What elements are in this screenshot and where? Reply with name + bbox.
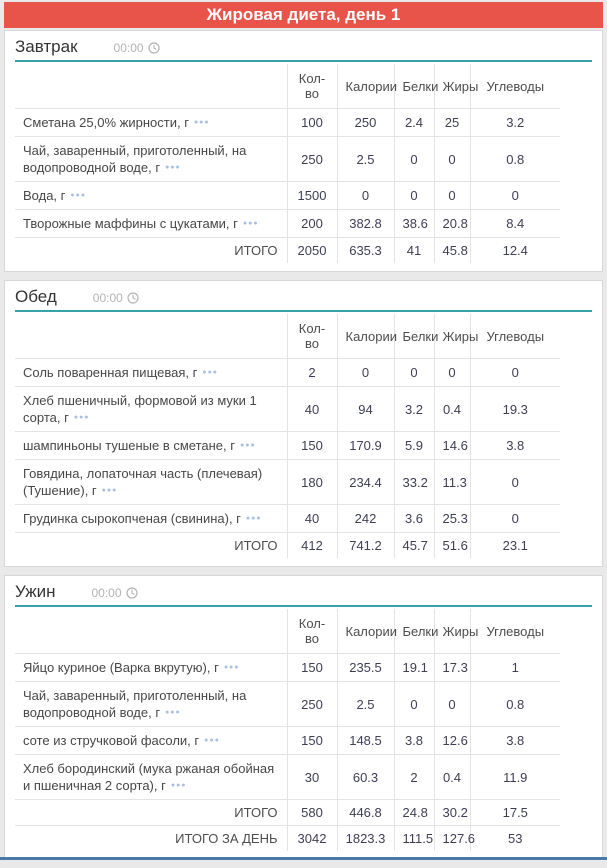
meal-header: [15, 582, 592, 607]
food-name: Соль поваренная пищевая, г: [23, 365, 198, 380]
row-menu-icon[interactable]: ●●●: [240, 442, 256, 449]
nutrient-value-cell: 180: [287, 460, 337, 505]
total-label: ИТОГО: [15, 533, 287, 559]
food-row: [15, 432, 560, 460]
food-row: [15, 210, 560, 238]
row-menu-icon[interactable]: ●●●: [245, 515, 262, 522]
meal-time-button[interactable]: [114, 41, 160, 55]
row-menu-icon[interactable]: ●●●: [223, 664, 240, 671]
food-row: [15, 460, 560, 505]
day-total-protein: 111.5: [394, 826, 434, 852]
food-row: [15, 387, 560, 432]
day-total-row: [15, 826, 560, 852]
nutrient-value-cell: 8.4: [470, 210, 560, 238]
nutrient-value-cell: 0: [470, 182, 560, 210]
nutrient-value-cell: 3.8: [394, 727, 434, 755]
nutrient-value-cell: 150: [287, 654, 337, 682]
food-row: [15, 359, 560, 387]
food-row: [15, 505, 560, 533]
nutrient-value-cell: 0.4: [434, 387, 470, 432]
clock-icon: [127, 292, 139, 304]
nutrient-value-cell: 14.6: [434, 432, 470, 460]
total-qty: 412: [287, 533, 337, 559]
nutrient-value-cell: 150: [287, 727, 337, 755]
nutrient-value-cell: 2.4: [394, 109, 434, 137]
food-name: Чай, заваренный, приготоленный, на водопроводной воде, г: [23, 143, 247, 175]
col-fat: Жиры: [434, 64, 470, 109]
total-carbs: 17.5: [470, 800, 560, 826]
clock-icon: [126, 587, 138, 599]
nutrient-value-cell: 11.3: [434, 460, 470, 505]
col-calories: Калории: [337, 314, 394, 359]
nutrient-value-cell: 60.3: [337, 755, 394, 800]
nutrient-value-cell: 0: [337, 182, 394, 210]
meal-header: [15, 287, 592, 312]
nutrient-value-cell: 0: [470, 505, 560, 533]
meal-card-lunch: [4, 280, 603, 567]
row-menu-icon[interactable]: ●●●: [73, 414, 90, 421]
total-calories: 635.3: [337, 238, 394, 264]
col-carbs: Углеводы: [470, 314, 560, 359]
meal-time-value: 00:00: [92, 291, 123, 305]
food-name-cell: [15, 359, 287, 387]
nutrient-value-cell: 234.4: [337, 460, 394, 505]
col-carbs: Углеводы: [470, 609, 560, 654]
meal-time-button[interactable]: [93, 291, 139, 305]
nutrient-value-cell: 242: [337, 505, 394, 533]
nutrient-value-cell: 38.6: [394, 210, 434, 238]
food-name-cell: [15, 505, 287, 533]
row-menu-icon[interactable]: ●●●: [193, 119, 210, 126]
total-protein: 45.7: [394, 533, 434, 559]
nutrient-value-cell: 40: [287, 505, 337, 533]
col-protein: Белки: [394, 609, 434, 654]
total-calories: 741.2: [337, 533, 394, 559]
nutrient-value-cell: 0: [434, 137, 470, 182]
nutrient-value-cell: 33.2: [394, 460, 434, 505]
total-label: ИТОГО: [15, 238, 287, 264]
food-name: Грудинка сырокопченая (свинина), г: [23, 511, 241, 526]
food-name: Хлеб пшеничный, формовой из муки 1 сорта, г: [23, 393, 257, 425]
nutrient-value-cell: 3.6: [394, 505, 434, 533]
food-name: Говядина, лопаточная часть (плечевая) (Тушение), г: [23, 466, 263, 498]
nutrient-value-cell: 250: [287, 137, 337, 182]
nutrient-value-cell: 0: [470, 460, 560, 505]
food-row: [15, 755, 560, 800]
total-protein: 24.8: [394, 800, 434, 826]
nutrient-value-cell: 3.2: [394, 387, 434, 432]
day-total-fat: 127.6: [434, 826, 470, 852]
col-qty: Кол-во: [287, 314, 337, 359]
nutrient-value-cell: 3.2: [470, 109, 560, 137]
nutrient-value-cell: 19.3: [470, 387, 560, 432]
total-carbs: 23.1: [470, 533, 560, 559]
food-table: [15, 314, 560, 558]
table-header-row: [15, 314, 560, 359]
col-fat: Жиры: [434, 609, 470, 654]
food-name: Творожные маффины с цукатами, г: [23, 216, 238, 231]
nutrient-value-cell: 0: [394, 182, 434, 210]
meal-total-row: [15, 533, 560, 559]
nutrient-value-cell: 1: [470, 654, 560, 682]
meal-time-button[interactable]: [92, 586, 138, 600]
row-menu-icon[interactable]: ●●●: [204, 737, 220, 744]
nutrient-value-cell: 250: [337, 109, 394, 137]
day-total-calories: 1823.3: [337, 826, 394, 852]
col-calories: Калории: [337, 609, 394, 654]
nutrient-value-cell: 150: [287, 432, 337, 460]
nutrient-value-cell: 100: [287, 109, 337, 137]
col-food: [15, 64, 287, 109]
day-total-carbs: 53: [470, 826, 560, 852]
nutrient-value-cell: 0: [394, 359, 434, 387]
food-row: [15, 137, 560, 182]
food-name: Хлеб бородинский (мука ржаная обойная и пшеничная 2 сорта), г: [23, 761, 275, 793]
total-calories: 446.8: [337, 800, 394, 826]
food-name: соте из стручковой фасоли, г: [23, 733, 200, 748]
food-name-cell: [15, 727, 287, 755]
nutrient-value-cell: 19.1: [394, 654, 434, 682]
food-name: Чай, заваренный, приготоленный, на водопроводной воде, г: [23, 688, 247, 720]
nutrient-value-cell: 0: [470, 359, 560, 387]
col-carbs: Углеводы: [470, 64, 560, 109]
col-protein: Белки: [394, 314, 434, 359]
nutrient-value-cell: 0.4: [434, 755, 470, 800]
meal-card-dinner: [4, 575, 603, 860]
col-qty: Кол-во: [287, 64, 337, 109]
nutrient-value-cell: 0.8: [470, 682, 560, 727]
food-name: шампиньоны тушеные в сметане, г: [23, 438, 236, 453]
nutrient-value-cell: 235.5: [337, 654, 394, 682]
nutrient-value-cell: 2.5: [337, 682, 394, 727]
day-total-label: ИТОГО ЗА ДЕНЬ: [15, 826, 287, 852]
nutrient-value-cell: 0: [434, 182, 470, 210]
row-menu-icon[interactable]: ●●●: [170, 782, 187, 789]
nutrient-value-cell: 40: [287, 387, 337, 432]
meal-total-row: [15, 800, 560, 826]
nutrient-value-cell: 17.3: [434, 654, 470, 682]
table-header-row: [15, 609, 560, 654]
day-total-qty: 3042: [287, 826, 337, 852]
col-fat: Жиры: [434, 314, 470, 359]
food-name-cell: [15, 109, 287, 137]
food-name-cell: [15, 137, 287, 182]
nutrient-value-cell: 2.5: [337, 137, 394, 182]
nutrient-value-cell: 250: [287, 682, 337, 727]
food-table: [15, 64, 560, 263]
meal-card-breakfast: [4, 30, 603, 272]
total-protein: 41: [394, 238, 434, 264]
nutrient-value-cell: 0.8: [470, 137, 560, 182]
nutrient-value-cell: 5.9: [394, 432, 434, 460]
nutrient-value-cell: 11.9: [470, 755, 560, 800]
meal-header: [15, 37, 592, 62]
total-fat: 51.6: [434, 533, 470, 559]
table-header-row: [15, 64, 560, 109]
food-row: [15, 727, 560, 755]
nutrient-value-cell: 1500: [287, 182, 337, 210]
food-name-cell: [15, 182, 287, 210]
row-menu-icon[interactable]: ●●●: [242, 220, 259, 227]
clock-icon: [148, 42, 160, 54]
food-row: [15, 109, 560, 137]
food-name-cell: [15, 654, 287, 682]
nutrient-value-cell: 0: [394, 682, 434, 727]
nutrient-value-cell: 94: [337, 387, 394, 432]
nutrient-value-cell: 200: [287, 210, 337, 238]
food-row: [15, 182, 560, 210]
col-food: [15, 314, 287, 359]
food-row: [15, 682, 560, 727]
food-name-cell: [15, 387, 287, 432]
nutrient-value-cell: 382.8: [337, 210, 394, 238]
nutrient-value-cell: 0: [337, 359, 394, 387]
col-protein: Белки: [394, 64, 434, 109]
row-menu-icon[interactable]: ●●●: [202, 369, 219, 376]
meal-title: Завтрак: [15, 37, 78, 56]
nutrient-value-cell: 12.6: [434, 727, 470, 755]
total-fat: 30.2: [434, 800, 470, 826]
food-name-cell: [15, 210, 287, 238]
nutrient-value-cell: 3.8: [470, 727, 560, 755]
total-carbs: 12.4: [470, 238, 560, 264]
food-row: [15, 654, 560, 682]
col-food: [15, 609, 287, 654]
col-qty: Кол-во: [287, 609, 337, 654]
nutrient-value-cell: 0: [434, 359, 470, 387]
total-label: ИТОГО: [15, 800, 287, 826]
food-table: [15, 609, 560, 851]
nutrient-value-cell: 2: [394, 755, 434, 800]
food-name-cell: [15, 460, 287, 505]
nutrient-value-cell: 20.8: [434, 210, 470, 238]
food-name: Сметана 25,0% жирности, г: [23, 115, 189, 130]
food-name: Вода, г: [23, 188, 66, 203]
nutrient-value-cell: 0: [434, 682, 470, 727]
nutrient-value-cell: 30: [287, 755, 337, 800]
meal-title: Обед: [15, 287, 57, 306]
row-menu-icon[interactable]: ●●●: [165, 164, 181, 171]
nutrient-value-cell: 170.9: [337, 432, 394, 460]
nutrient-value-cell: 3.8: [470, 432, 560, 460]
nutrient-value-cell: 2: [287, 359, 337, 387]
row-menu-icon[interactable]: ●●●: [101, 487, 118, 494]
col-calories: Калории: [337, 64, 394, 109]
row-menu-icon[interactable]: ●●●: [165, 709, 181, 716]
nutrient-value-cell: 0: [394, 137, 434, 182]
meal-time-value: 00:00: [113, 41, 144, 55]
total-qty: 580: [287, 800, 337, 826]
row-menu-icon[interactable]: ●●●: [70, 192, 87, 199]
bottom-edge-bar: [0, 857, 607, 860]
food-name-cell: [15, 432, 287, 460]
food-name-cell: [15, 755, 287, 800]
total-qty: 2050: [287, 238, 337, 264]
food-name: Яйцо куриное (Варка вкрутую), г: [23, 660, 219, 675]
meal-title: Ужин: [15, 582, 56, 601]
meal-time-value: 00:00: [91, 586, 122, 600]
nutrient-value-cell: 25.3: [434, 505, 470, 533]
food-name-cell: [15, 682, 287, 727]
nutrient-value-cell: 148.5: [337, 727, 394, 755]
nutrient-value-cell: 25: [434, 109, 470, 137]
total-fat: 45.8: [434, 238, 470, 264]
meal-total-row: [15, 238, 560, 264]
page-title: Жировая диета, день 1: [4, 2, 603, 28]
